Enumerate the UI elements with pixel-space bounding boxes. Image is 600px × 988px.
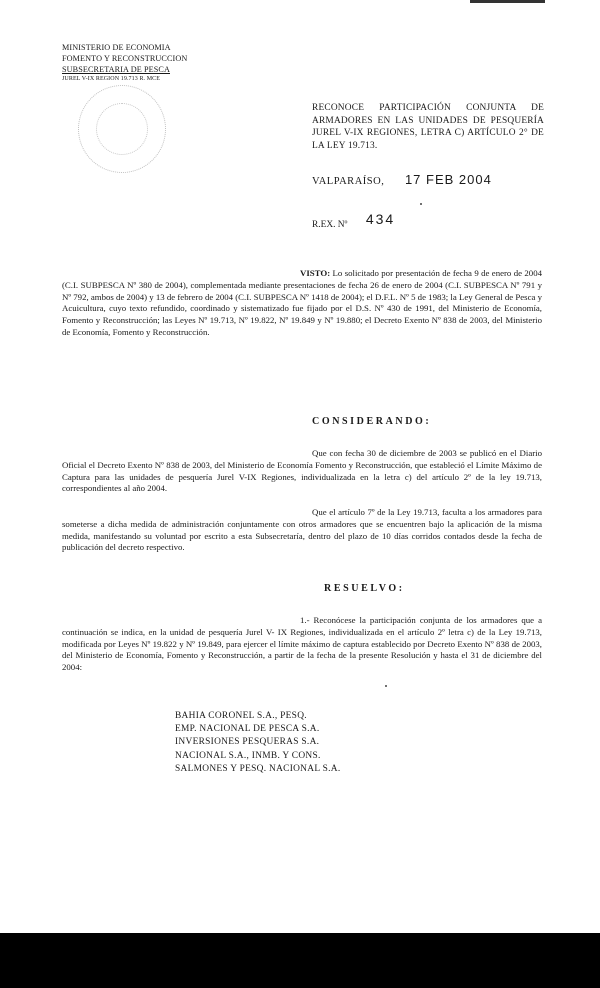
letterhead-reference: JUREL V-IX REGION 19.713 R. MCE — [62, 76, 161, 82]
rex-label: R.EX. Nº — [312, 220, 348, 230]
resuelvo-heading: RESUELVO: — [324, 583, 405, 594]
considerando-paragraph-1: Que con fecha 30 de diciembre de 2003 se publicó en el Diario Oficial el Decreto Exento Nº 838 de 2003, del Ministerio de Economía Fomento y Reconstrucción, que estableció el Límite Máximo de Captura para las unidades de pesquería Jurel V-IX Regiones, individualizada en la letra c) del artículo 2º de la ley 19.713, correspondientes al año 2004. — [62, 448, 542, 494]
list-item: BAHIA CORONEL S.A., PESQ. — [175, 711, 307, 721]
considerando-heading: CONSIDERANDO: — [312, 416, 432, 427]
visto-paragraph — [62, 268, 542, 339]
scan-speck — [385, 685, 387, 687]
letterhead-line-1: MINISTERIO DE ECONOMIA — [62, 43, 171, 52]
list-item: EMP. NACIONAL DE PESCA S.A. — [175, 724, 320, 735]
list-item: NACIONAL S.A., INMB. Y CONS. — [175, 750, 321, 761]
place-and-date — [312, 172, 492, 187]
visto-text: Lo solicitado por presentación de fecha 9 de enero de 2004 (C.I. SUBPESCA Nº 380 de 2004), complementada mediante presentaciones de fecha 26 de enero de 2004 (C.I. SUBPESCA Nº 791 y Nº 792, ambos de 2004) y 13 de febrero de 2004 (C.I. SUBPESCA Nº 1418 de 2004); el D.F.L. Nº 5 de 1983; la Ley General de Pesca y Acuicultura, cuyo texto refundido, coordinado y sistematizado fue fijado por el D.S. Nº 430 de 1991, del Ministerio de Economía, Fomento y Reconstrucción; las Leyes Nº 19.713, Nº 19.822, Nº 19.849 y Nº 19.880; el Decreto Exento Nº 838 de 2003, del Ministerio de Economía, Fomento y Reconstrucción. — [62, 268, 542, 337]
stamped-date: 17 FEB 2004 — [404, 172, 492, 187]
place-label: VALPARAÍSO, — [312, 176, 385, 187]
letterhead-line-2: FOMENTO Y RECONSTRUCCION — [62, 54, 188, 63]
resuelvo-paragraph-1: 1.- Reconócese la participación conjunta de los armadores que a continuación se indica, en la unidad de pesquería Jurel V- IX Regiones, individualizada en el artículo 2º letra c) de la Ley 19.713, modificada por Leyes Nº 19.822 y Nº 19.849, para ejercer el límite máximo de captura establecido por Decreto Exento Nº 838 de 2003, del Ministerio de Economía, Fomento y Reconstrucción, a partir de la fecha de la presente Resolución y hasta el 31 de diciembre del 2004: — [62, 615, 542, 673]
list-item: SALMONES Y PESQ. NACIONAL S.A. — [175, 763, 341, 774]
scan-bottom-band — [0, 933, 600, 988]
scan-speck — [420, 203, 422, 205]
letterhead — [62, 42, 212, 84]
resolution-subject: RECONOCE PARTICIPACIÓN CONJUNTA DE ARMADORES EN LAS UNIDADES DE PESQUERÍA JUREL V-IX REGIONES, LETRA C) ARTÍCULO 2° DE LA LEY 19.713. — [312, 103, 544, 151]
considerando-paragraph-2: Que el artículo 7º de la Ley 19.713, faculta a los armadores para someterse a dicha medida de administración conjuntamente con otros armadores que se encuentren bajo la aplicación de la misma medida, manifestando su voluntad por escrito a esta Subsecretaría, dentro del plazo de 10 días corridos contados desde la fecha de publicación del decreto respectivo. — [62, 507, 542, 553]
official-seal-inner-icon — [96, 103, 148, 155]
resolution-number — [312, 211, 396, 230]
scan-corner-mark — [470, 0, 545, 3]
rex-number: 434 — [365, 211, 396, 227]
visto-label: VISTO: — [300, 268, 331, 278]
company-list — [175, 710, 341, 776]
letterhead-line-3: SUBSECRETARIA DE PESCA — [62, 65, 170, 74]
list-item: INVERSIONES PESQUERAS S.A. — [175, 737, 320, 748]
